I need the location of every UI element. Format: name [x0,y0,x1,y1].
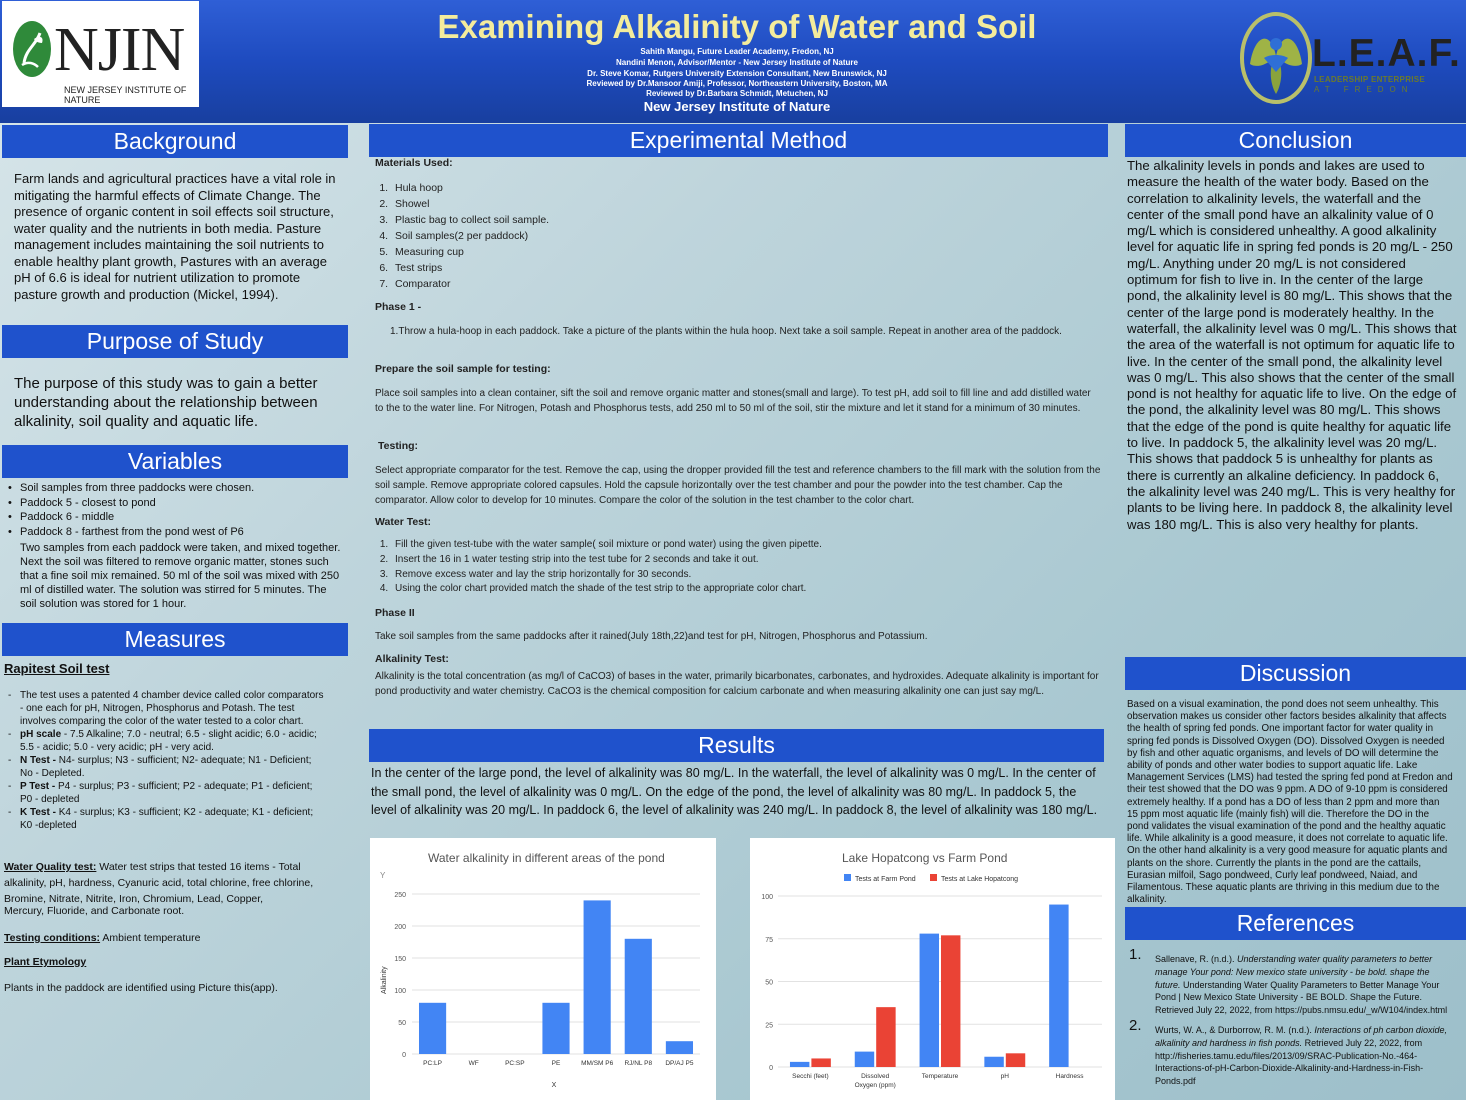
plant-etymology-text: Plants in the paddock are identified using Picture this(app). [4,982,278,994]
x-tick-label: pH [1000,1073,1009,1080]
legend-swatch [844,874,851,881]
y-axis-label: Alkalinity [381,966,388,994]
bar [584,900,611,1054]
y-tick-label: 50 [398,1020,406,1027]
list-item: 1. Sallenave, R. (n.d.). Understanding water quality parameters to better manage Your pond: New mexico state university - be bold. shape the future. Understanding Water Quality Parameters to Better Manage Your Pond | New Mexico State University - BE BOLD. Shape the Future. Retrieved July 22, 2022, from https://pubs.nmsu.edu/_w/W104/index.html [1129,946,1448,1016]
x-tick-label: PE [551,1060,561,1067]
leaf-logo-subtitle: LEADERSHIP ENTERPRISE [1314,75,1426,84]
bar [1006,1053,1025,1067]
water-test-steps [375,538,1095,597]
background-text: Farm lands and agricultural practices have a vital role in mitigating the harmful effects of Climate Change. The presence of organic content in soil effects soil structure, water quality and the nutrients in both media. Pasture management includes maintaining the soil nutrients to enable healthy plant growth, Pastures with an average pH of 6.6 is ideal for nutrient utilization to promote pasture growth and production (Mickel, 1994). [14,171,336,302]
water-quality-text: Water Quality test: Water test strips that tested 16 items - Total alkalinity, pH, hardness, Cyanuric acid, total chlorine, free chlorine, Bromine, Nitrate, Nitrite, Iron, Chromium, Lead, Copper, [4,861,314,905]
list-item: 5. Measuring cup [391,244,775,260]
testing-label: Testing: [378,440,419,452]
chart-comparison-panel [750,838,1115,1100]
y-tick-label: 200 [394,924,406,931]
list-item: - P Test - P4 - surplus; P3 - sufficient; P2 - adequate; P1 - deficient; P0 - depleted [2,780,324,806]
water-quality-text-cont: Mercury, Fluoride, and Carbonate root. [4,905,185,917]
x-tick-label: Hardness [1055,1073,1084,1080]
x-tick-label: Dissolved [861,1073,890,1080]
plant-etymology-title: Plant Etymology [4,956,87,968]
legend-label: Tests at Farm Pond [855,876,916,883]
background-heading: Background [2,125,348,158]
x-axis-label: X [551,1082,557,1089]
bar [855,1052,874,1067]
purpose-heading: Purpose of Study [2,325,348,358]
list-item: • Paddock 5 - closest to pond [2,496,348,511]
y-tick-label: 0 [402,1052,406,1059]
list-item: - pH scale - 7.5 Alkaline; 7.0 - neutral; 6.5 - slight acidic; 6.0 - acidic; 5.5 - acidic; 5.0 - very acidic; pH - very acid. [2,728,324,754]
y-tick-label: 100 [394,988,406,995]
list-item: 3. Remove excess water and lay the strip horizontally for 30 seconds. [391,568,1095,583]
hand-seedling-icon [12,19,52,79]
list-item: 2. Showel [391,196,775,212]
y-tick-label: 75 [765,936,773,944]
x-tick-label: PC:SP [505,1060,525,1067]
prepare-text: Place soil samples into a clean container, sift the soil and remove organic matter and stones(small and large). To test pH, add soil to fill line and add distilled water to the to the water line. For Nitrogen, Potash and Phosphorus tests, add 250 ml to 50 ml of the soil, stir the mixture and let it stand for a minimum of 30 minutes. [375,388,1091,414]
y-tick-label: 0 [769,1065,773,1072]
x-tick-label: DP/AJ P5 [665,1060,694,1067]
results-heading: Results [369,729,1104,762]
y-tick-label: 25 [765,1022,773,1030]
leaf-logo-subtitle-2: AT FREDON [1314,85,1414,94]
testing-conditions: Testing conditions: Ambient temperature [4,932,201,944]
poster-header [0,0,1466,123]
conclusion-heading: Conclusion [1125,124,1466,157]
variables-heading: Variables [2,445,348,478]
list-item: 1. Fill the given test-tube with the water sample( soil mixture or pond water) using the given pipette. [391,538,1095,553]
water-test-label: Water Test: [375,516,432,528]
list-item: - K Test - K4 - surplus; K3 - sufficient; K2 - adequate; K1 - deficient; K0 -depleted [2,806,324,832]
list-item: 7. Comparator [391,276,775,292]
poster-title: Examining Alkalinity of Water and Soil [437,8,1037,45]
consultant-credit: Dr. Steve Komar, Rutgers University Extension Consultant, New Brunswick, NJ [587,69,887,78]
discussion-heading: Discussion [1125,657,1466,690]
testing-text: Select appropriate comparator for the test. Remove the cap, using the dropper provided fill the test and reference chambers to the fill mark with the solution from the soil sample. Remove appropriate colored capsules. Hold the capsule horizontally over the test chamber and pour the powder into the test chamber. Cap the comparator. Allow color to develop for 10 minutes. Compare the color of the solution in the test chamber to the color chart. [375,465,1101,506]
phase1-text: 1.Throw a hula-hoop in each paddock. Take a picture of the plants within the hula hoop. Next take a soil sample. Repeat in another area of the paddock. [390,326,1062,337]
list-item: 4. Using the color chart provided match the shade of the test strip to the appropriate color chart. [391,582,1095,597]
measures-heading: Measures [2,623,348,656]
bar [876,1007,895,1067]
list-item: - The test uses a patented 4 chamber device called color comparators - one each for pH, Nitrogen, Phosphorus and Potash. The test involves comparing the color of the water tested to a color chart. [2,689,324,728]
x-tick-label: WF [468,1060,479,1067]
list-item: 1. Hula hoop [391,180,775,196]
njin-logo-subtitle: NEW JERSEY INSTITUTE OF NATURE [64,85,187,105]
bar [542,1003,569,1054]
materials-list [375,180,775,292]
list-item: 2. Wurts, W. A., & Durborrow, R. M. (n.d.). Interactions of ph carbon dioxide, alkalinity and hardness in fish ponds. Retrieved July 22, 2022, from http://fisheries.tamu.edu/files/2013/09/SRAC-Publication-No.-464-Interactions-of-pH-Carbon-Dioxide-Alkalinity-and-Hardness-in-Fish-Ponds.pdf [1129,1016,1447,1087]
phase2-label: Phase II [375,607,415,619]
y-axis-letter: Y [380,871,386,880]
leaf-person-icon [1240,6,1312,110]
x-tick-label: MM/SM P6 [581,1060,614,1067]
phase2-text: Take soil samples from the same paddocks after it rained(July 18th,22)and test for pH, Nitrogen, Phosphorus and Potassium. [375,631,928,642]
bar [920,934,939,1067]
purpose-text: The purpose of this study was to gain a better understanding about the relationship between alkalinity, soil quality and aquatic life. [14,375,318,430]
chart-title: Lake Hopatcong vs Farm Pond [842,851,1008,865]
alkalinity-test-text: Alkalinity is the total concentration (as mg/l of CaCO3) of bases in the water, primarily bicarbonates, carbonates, and hydroxides. Adequate alkalinity is important for pond productivity and water chemistry. CaCO3 is the chemical composition for calcium carbonate and when measuring alkalinity one can just say mg/L. [375,671,1099,697]
list-item: • Soil samples from three paddocks were chosen. [2,481,348,496]
x-tick-label: PC:LP [423,1060,442,1067]
x-tick-label: Temperature [921,1073,959,1080]
legend-label: Tests at Lake Hopatcong [941,876,1019,883]
alkalinity-bar-chart [370,838,716,1100]
list-item: • Paddock 8 - farthest from the pond west of P6 [2,525,348,540]
bar [790,1062,809,1067]
x-tick-label: RJ/NL P8 [624,1060,653,1067]
variables-list [2,481,348,539]
conclusion-text: The alkalinity levels in ponds and lakes are used to measure the health of the water body. Based on the correlation to alkalinity levels, the waterfall and the center of the small pond have an alkalinity value of 0 mg/L which is considered unhealthy. A good alkalinity level for aquatic life in spring fed ponds is 20 mg/L - 250 mg/L. Anything under 20 mg/L is not considered optimum for fish to live in. In the center of the large pond, the alkalinity level is 80 mg/L. This shows that the center of the large pond is moderately healthy. In the waterfall, the alkalinity level was 0 mg/L. This shows that the area of the waterfall is not optimum for aquatic life to live. In the center of the small pond, the alkalinity level was 0 mg/L. This also shows that the center of the small pond is not healthy for aquatic life to live. On the edge of the pond, the alkalinity level was 80 mg/L. This shows that the edge of the pond is quite healthy for aquatic life to live. In paddock 5, the alkalinity level was 20 mg/L. This shows that paddock 5 is unhealthy for plants as there is currently an alkaline deficiency. In paddock 6, the alkalinity level was 240 mg/L. This is very healthy for plants to be living here. In paddock 8, the alkalinity level was 180 mg/L. This is also very healthy for plants. [1127,158,1457,532]
list-item: 2. Insert the 16 in 1 water testing strip into the test tube for 2 seconds and take it out. [391,553,1095,568]
variables-note: Two samples from each paddock were taken, and mixed together. Next the soil was filtered to remove organic matter, stones such that a fine soil mix remained. 50 ml of the soil was mixed with 250 ml of distilled water. The solution was stirred for 5 minutes. The soil solution was stored for 1 hour. [20,542,341,610]
bar [666,1041,693,1054]
author-credit: Sahith Mangu, Future Leader Academy, Fredon, NJ [640,47,834,56]
njin-logo-text: NJIN [54,16,185,84]
reviewer-credit: Reviewed by Dr.Barbara Schmidt, Metuchen, NJ [646,89,828,98]
y-tick-label: 250 [394,892,406,899]
reviewer-credit: Reviewed by Dr.Mansoor Amiji, Professor, Northeastern University, Boston, MA [586,79,888,88]
bar [1049,905,1068,1067]
phase1-label: Phase 1 - [375,301,422,313]
bar [419,1003,446,1054]
advisor-credit: Nandini Menon, Advisor/Mentor - New Jersey Institute of Nature [616,58,858,67]
leaf-logo [1240,6,1460,114]
bar [811,1058,830,1067]
y-tick-label: 150 [394,956,406,963]
njin-logo [2,1,199,107]
materials-label: Materials Used: [375,157,453,169]
results-text: In the center of the large pond, the level of alkalinity was 80 mg/L. In the waterfall, the level of alkalinity was 0 mg/L. In the center of the small pond, the level of alkalinity was 0 mg/L. On the edge of the pond, the level of alkalinity was 80 mg/L. In paddock 5, the level of alkalinity was 20 mg/L. In paddock 6, the level of alkalinity was 240 mg/L. In paddock 8, the level of alkalinity was 180 mg/L. [371,766,1098,817]
rapitest-title: Rapitest Soil test [4,661,110,676]
x-tick-label: Oxygen (ppm) [854,1082,896,1089]
chart-alkalinity-panel [370,838,716,1100]
list-item: • Paddock 6 - middle [2,510,348,525]
bar [984,1057,1003,1067]
list-item: 3. Plastic bag to collect soil sample. [391,212,775,228]
legend-swatch [930,874,937,881]
references-list [1127,946,1457,1088]
prepare-label: Prepare the soil sample for testing: [375,363,551,375]
comparison-bar-chart [750,838,1115,1100]
y-tick-label: 100 [761,894,773,901]
discussion-text: Based on a visual examination, the pond does not seem unhealthy. This observation makes us consider other factors besides alkalinity that affects the health of spring fed ponds. One important factor for water quality in spring fed ponds is Dissolved Oxygen (DO). Dissolved Oxygen is needed by fish and other aquatic organisms, and levels of DO will determine the ability of ponds and other water bodies to support aquatic life. Lake Management Services (LMS) had tested the spring fed pond at Fredon and their test showed that the DO was 9 ppm. A DO of 9-10 ppm is considered extremely healthy. If a pond has a DO of less than 2 ppm and more than 15 ppm most aquatic life (mainly fish) will die. Therefore the DO in the pond validates the visual examination of the pond and the healthy aquatic life. While alkalinity is a good measure, it does not correlate to aquatic life. On the other hand alkalinity is a very good measure for aquatic plants and plants on the shore. Currently the plants in the pond are the cattails, Eurasian milfoil, Sago pondweed, Curly leaf pondweed, Naiad, and Filamentous. These aquatic plants are thriving in this medium due to the alkalinity. [1127,699,1453,906]
y-tick-label: 50 [765,979,773,987]
chart-title: Water alkalinity in different areas of the pond [428,851,665,865]
institute-name: New Jersey Institute of Nature [643,99,831,114]
alkalinity-test-label: Alkalinity Test: [375,653,449,665]
bar [941,935,960,1067]
list-item: 6. Test strips [391,260,775,276]
list-item: - N Test - N4- surplus; N3 - sufficient; N2- adequate; N1 - Deficient; No - Depleted. [2,754,324,780]
method-heading: Experimental Method [369,124,1108,157]
list-item: 4. Soil samples(2 per paddock) [391,228,775,244]
references-heading: References [1125,907,1466,940]
leaf-logo-text: L.E.A.F. [1312,32,1461,75]
x-tick-label: Secchi (feet) [792,1073,829,1080]
rapitest-list [2,689,324,832]
bar [625,939,652,1054]
